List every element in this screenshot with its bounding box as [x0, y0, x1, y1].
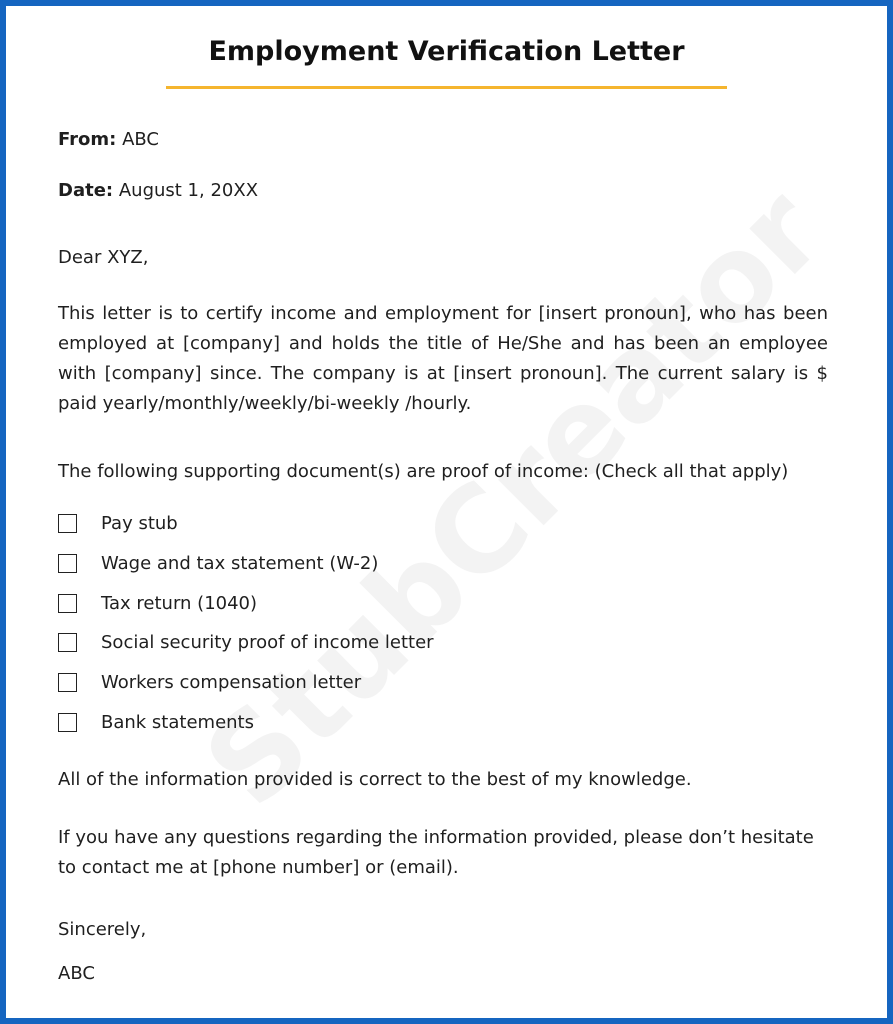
checkbox-pay-stub[interactable] [58, 514, 77, 533]
list-item [58, 623, 434, 663]
checklist-label: Bank statements [101, 711, 254, 733]
list-item [58, 583, 434, 623]
checkbox-w2[interactable] [58, 554, 77, 573]
closing: Sincerely, [58, 919, 147, 940]
checklist-label: Workers compensation letter [101, 672, 362, 694]
checklist-label: Tax return (1040) [101, 592, 258, 614]
title-underline [166, 86, 727, 89]
salutation: Dear XYZ, [58, 247, 149, 268]
checkbox-social-security[interactable] [58, 633, 77, 652]
from-label: From: [58, 129, 117, 150]
checklist-label: Wage and tax statement (W-2) [101, 553, 379, 575]
date-value: August 1, 20XX [118, 180, 259, 201]
date-label: Date: [58, 180, 114, 201]
signature: ABC [58, 963, 95, 984]
checkbox-workers-comp[interactable] [58, 673, 77, 692]
from-line [58, 125, 159, 155]
documents-intro: The following supporting document(s) are proof of income: (Check all that apply) [58, 461, 789, 482]
checklist-label: Pay stub [101, 513, 178, 535]
proof-checklist [58, 504, 434, 742]
checkbox-tax-return[interactable] [58, 594, 77, 613]
list-item [58, 663, 434, 703]
checkbox-bank-statements[interactable] [58, 713, 77, 732]
certification-statement: All of the information provided is correct to the best of my knowledge. [58, 769, 692, 790]
contact-paragraph: If you have any questions regarding the information provided, please don’t hesitate to contact me at [phone number] or (email). [58, 827, 814, 878]
checklist-label: Social security proof of income letter [101, 632, 434, 654]
list-item [58, 544, 434, 584]
body-paragraph: This letter is to certify income and employment for [insert pronoun], who has been employed at [company] and holds the title of He/She and has been an employee with [company] since. The company is at [insert pronoun]. The current salary is $ paid yearly/monthly/weekly/bi-weekly /hourly. [58, 303, 828, 414]
date-line [58, 176, 258, 206]
from-value: ABC [122, 129, 159, 150]
list-item [58, 504, 434, 544]
letter-title: Employment Verification Letter [208, 36, 685, 67]
list-item [58, 702, 434, 742]
